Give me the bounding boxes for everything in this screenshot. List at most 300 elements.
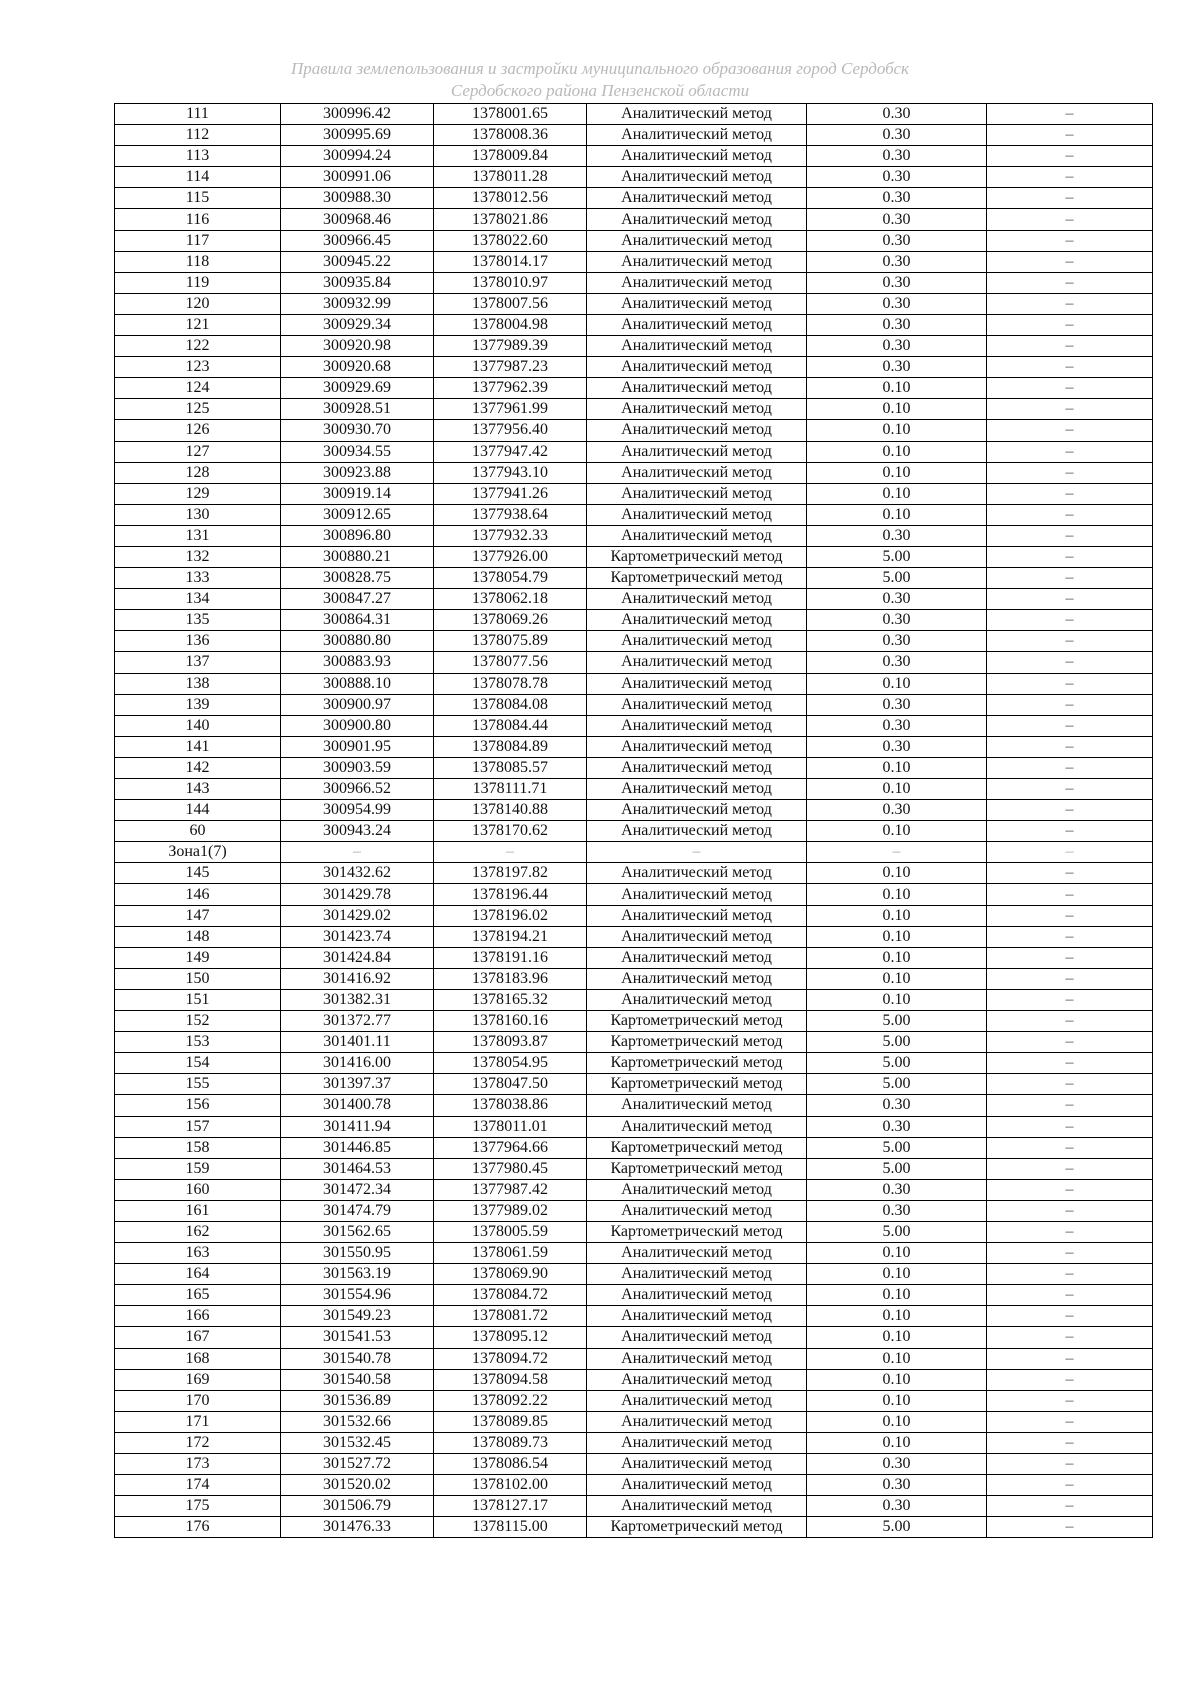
- point-number-cell: 117: [115, 230, 281, 251]
- accuracy-cell: 0.10: [807, 1243, 987, 1264]
- method-cell: Аналитический метод: [587, 863, 807, 884]
- y-coordinate-cell: 1378062.18: [434, 589, 587, 610]
- table-row: [115, 1032, 1153, 1053]
- table-row: [115, 736, 1153, 757]
- x-coordinate-cell: 300988.30: [281, 188, 434, 209]
- note-cell: –: [987, 420, 1153, 441]
- method-cell: Аналитический метод: [587, 1348, 807, 1369]
- table-row: [115, 884, 1153, 905]
- table-row: [115, 314, 1153, 335]
- table-row: [115, 293, 1153, 314]
- table-row: [115, 1348, 1153, 1369]
- note-cell: –: [987, 1432, 1153, 1453]
- accuracy-cell: 0.30: [807, 272, 987, 293]
- x-coordinate-cell: 301464.53: [281, 1158, 434, 1179]
- method-cell: Аналитический метод: [587, 736, 807, 757]
- point-number-cell: 160: [115, 1179, 281, 1200]
- table-row: [115, 1517, 1153, 1538]
- accuracy-cell: 0.30: [807, 125, 987, 146]
- point-number-cell: 111: [115, 104, 281, 125]
- table-row: [115, 610, 1153, 631]
- accuracy-cell: 0.10: [807, 420, 987, 441]
- method-cell: Аналитический метод: [587, 926, 807, 947]
- y-coordinate-cell: 1378094.58: [434, 1369, 587, 1390]
- point-number-cell: 133: [115, 568, 281, 589]
- method-cell: Картометрический метод: [587, 1011, 807, 1032]
- point-number-cell: 139: [115, 694, 281, 715]
- point-number-cell: 127: [115, 441, 281, 462]
- header-line-2: Сердобского района Пензенской области: [450, 81, 750, 100]
- y-coordinate-cell: 1378084.44: [434, 715, 587, 736]
- table-row: [115, 1496, 1153, 1517]
- note-cell: –: [987, 272, 1153, 293]
- table-row: [115, 631, 1153, 652]
- x-coordinate-cell: 301429.02: [281, 905, 434, 926]
- note-cell: –: [987, 1475, 1153, 1496]
- y-coordinate-cell: 1378092.22: [434, 1390, 587, 1411]
- note-cell: –: [987, 1264, 1153, 1285]
- y-coordinate-cell: 1377964.66: [434, 1137, 587, 1158]
- accuracy-cell: 0.10: [807, 483, 987, 504]
- point-number-cell: 144: [115, 800, 281, 821]
- accuracy-cell: 0.10: [807, 1369, 987, 1390]
- note-cell: –: [987, 610, 1153, 631]
- point-number-cell: 137: [115, 652, 281, 673]
- x-coordinate-cell: 300928.51: [281, 399, 434, 420]
- note-cell: –: [987, 336, 1153, 357]
- method-cell: Картометрический метод: [587, 546, 807, 567]
- x-coordinate-cell: 300900.97: [281, 694, 434, 715]
- method-cell: Аналитический метод: [587, 1264, 807, 1285]
- y-coordinate-cell: 1377980.45: [434, 1158, 587, 1179]
- method-cell: Аналитический метод: [587, 1454, 807, 1475]
- point-number-cell: 122: [115, 336, 281, 357]
- accuracy-cell: 5.00: [807, 1221, 987, 1242]
- accuracy-cell: 5.00: [807, 1137, 987, 1158]
- y-coordinate-cell: 1377989.02: [434, 1200, 587, 1221]
- x-coordinate-cell: 301532.45: [281, 1432, 434, 1453]
- x-coordinate-cell: 301536.89: [281, 1390, 434, 1411]
- method-cell: Аналитический метод: [587, 1285, 807, 1306]
- table-row: [115, 1306, 1153, 1327]
- x-coordinate-cell: 300930.70: [281, 420, 434, 441]
- x-coordinate-cell: 301429.78: [281, 884, 434, 905]
- method-cell: Картометрический метод: [587, 1032, 807, 1053]
- note-cell: –: [987, 1116, 1153, 1137]
- table-row: [115, 1264, 1153, 1285]
- note-cell: –: [987, 631, 1153, 652]
- accuracy-cell: 0.10: [807, 504, 987, 525]
- y-coordinate-cell: 1378089.85: [434, 1411, 587, 1432]
- method-cell: Аналитический метод: [587, 146, 807, 167]
- method-cell: Аналитический метод: [587, 314, 807, 335]
- y-coordinate-cell: 1378021.86: [434, 209, 587, 230]
- note-cell: –: [987, 399, 1153, 420]
- point-number-cell: 136: [115, 631, 281, 652]
- table-row: [115, 757, 1153, 778]
- note-cell: –: [987, 230, 1153, 251]
- x-coordinate-cell: 301527.72: [281, 1454, 434, 1475]
- x-coordinate-cell: 300896.80: [281, 525, 434, 546]
- zone-label: Зона1(7): [115, 842, 281, 863]
- point-number-cell: 174: [115, 1475, 281, 1496]
- point-number-cell: 120: [115, 293, 281, 314]
- accuracy-cell: 0.30: [807, 715, 987, 736]
- y-coordinate-cell: 1377987.42: [434, 1179, 587, 1200]
- accuracy-cell: 5.00: [807, 1074, 987, 1095]
- method-cell: –: [587, 842, 807, 863]
- accuracy-cell: 0.30: [807, 357, 987, 378]
- note-cell: –: [987, 1285, 1153, 1306]
- method-cell: Аналитический метод: [587, 378, 807, 399]
- accuracy-cell: 0.30: [807, 1454, 987, 1475]
- table-row: [115, 504, 1153, 525]
- point-number-cell: 132: [115, 546, 281, 567]
- x-coordinate-cell: 301520.02: [281, 1475, 434, 1496]
- x-coordinate-cell: 301416.92: [281, 968, 434, 989]
- y-coordinate-cell: 1377987.23: [434, 357, 587, 378]
- method-cell: Картометрический метод: [587, 1221, 807, 1242]
- note-cell: –: [987, 314, 1153, 335]
- y-coordinate-cell: 1378102.00: [434, 1475, 587, 1496]
- table-row: [115, 420, 1153, 441]
- x-coordinate-cell: 300883.93: [281, 652, 434, 673]
- table-row: [115, 863, 1153, 884]
- point-number-cell: 171: [115, 1411, 281, 1432]
- y-coordinate-cell: 1378007.56: [434, 293, 587, 314]
- y-coordinate-cell: 1378004.98: [434, 314, 587, 335]
- y-coordinate-cell: 1378093.87: [434, 1032, 587, 1053]
- x-coordinate-cell: 301411.94: [281, 1116, 434, 1137]
- y-coordinate-cell: 1378085.57: [434, 757, 587, 778]
- accuracy-cell: 0.10: [807, 1348, 987, 1369]
- accuracy-cell: 0.10: [807, 863, 987, 884]
- note-cell: –: [987, 483, 1153, 504]
- table-row: [115, 546, 1153, 567]
- y-coordinate-cell: 1378005.59: [434, 1221, 587, 1242]
- table-row: [115, 336, 1153, 357]
- point-number-cell: 155: [115, 1074, 281, 1095]
- coordinates-table-body: [115, 104, 1153, 1538]
- accuracy-cell: 5.00: [807, 1011, 987, 1032]
- y-coordinate-cell: 1378054.95: [434, 1053, 587, 1074]
- note-cell: –: [987, 188, 1153, 209]
- table-row: [115, 462, 1153, 483]
- method-cell: Аналитический метод: [587, 1095, 807, 1116]
- accuracy-cell: 0.10: [807, 905, 987, 926]
- table-row: [115, 378, 1153, 399]
- table-row: [115, 947, 1153, 968]
- table-row: [115, 652, 1153, 673]
- accuracy-cell: 0.30: [807, 800, 987, 821]
- x-coordinate-cell: 300966.52: [281, 779, 434, 800]
- table-row: [115, 357, 1153, 378]
- point-number-cell: 138: [115, 673, 281, 694]
- point-number-cell: 121: [115, 314, 281, 335]
- x-coordinate-cell: 301506.79: [281, 1496, 434, 1517]
- x-coordinate-cell: 301540.58: [281, 1369, 434, 1390]
- y-coordinate-cell: 1378094.72: [434, 1348, 587, 1369]
- note-cell: –: [987, 525, 1153, 546]
- y-coordinate-cell: 1378191.16: [434, 947, 587, 968]
- table-row: [115, 694, 1153, 715]
- point-number-cell: 167: [115, 1327, 281, 1348]
- note-cell: –: [987, 1200, 1153, 1221]
- point-number-cell: 168: [115, 1348, 281, 1369]
- table-row: [115, 1285, 1153, 1306]
- x-coordinate-cell: 300966.45: [281, 230, 434, 251]
- point-number-cell: 118: [115, 251, 281, 272]
- x-coordinate-cell: 301563.19: [281, 1264, 434, 1285]
- method-cell: Аналитический метод: [587, 104, 807, 125]
- point-number-cell: 123: [115, 357, 281, 378]
- point-number-cell: 143: [115, 779, 281, 800]
- table-row: [115, 926, 1153, 947]
- note-cell: –: [987, 1243, 1153, 1264]
- method-cell: Аналитический метод: [587, 336, 807, 357]
- note-cell: –: [987, 821, 1153, 842]
- point-number-cell: 60: [115, 821, 281, 842]
- point-number-cell: 116: [115, 209, 281, 230]
- method-cell: Аналитический метод: [587, 821, 807, 842]
- method-cell: Аналитический метод: [587, 694, 807, 715]
- table-row: [115, 1074, 1153, 1095]
- table-row: [115, 146, 1153, 167]
- note-cell: –: [987, 462, 1153, 483]
- method-cell: Аналитический метод: [587, 209, 807, 230]
- accuracy-cell: 0.30: [807, 736, 987, 757]
- point-number-cell: 172: [115, 1432, 281, 1453]
- method-cell: Аналитический метод: [587, 441, 807, 462]
- y-coordinate-cell: 1378011.28: [434, 167, 587, 188]
- method-cell: Аналитический метод: [587, 1432, 807, 1453]
- note-cell: –: [987, 1306, 1153, 1327]
- point-number-cell: 141: [115, 736, 281, 757]
- x-coordinate-cell: 300991.06: [281, 167, 434, 188]
- accuracy-cell: 0.30: [807, 589, 987, 610]
- method-cell: Аналитический метод: [587, 483, 807, 504]
- accuracy-cell: 0.10: [807, 1306, 987, 1327]
- note-cell: –: [987, 842, 1153, 863]
- method-cell: Аналитический метод: [587, 905, 807, 926]
- method-cell: Аналитический метод: [587, 525, 807, 546]
- x-coordinate-cell: 301474.79: [281, 1200, 434, 1221]
- y-coordinate-cell: 1378022.60: [434, 230, 587, 251]
- note-cell: –: [987, 1221, 1153, 1242]
- note-cell: –: [987, 1390, 1153, 1411]
- y-coordinate-cell: 1378054.79: [434, 568, 587, 589]
- coordinates-table: [114, 103, 1153, 1538]
- table-row: [115, 1221, 1153, 1242]
- point-number-cell: 129: [115, 483, 281, 504]
- method-cell: Аналитический метод: [587, 251, 807, 272]
- accuracy-cell: 0.30: [807, 694, 987, 715]
- x-coordinate-cell: 301554.96: [281, 1285, 434, 1306]
- note-cell: –: [987, 589, 1153, 610]
- method-cell: Аналитический метод: [587, 188, 807, 209]
- y-coordinate-cell: 1377962.39: [434, 378, 587, 399]
- point-number-cell: 164: [115, 1264, 281, 1285]
- point-number-cell: 135: [115, 610, 281, 631]
- table-row: [115, 1432, 1153, 1453]
- accuracy-cell: 0.10: [807, 968, 987, 989]
- accuracy-cell: 0.30: [807, 336, 987, 357]
- x-coordinate-cell: 300880.21: [281, 546, 434, 567]
- accuracy-cell: 0.30: [807, 1179, 987, 1200]
- table-row: [115, 821, 1153, 842]
- point-number-cell: 140: [115, 715, 281, 736]
- note-cell: –: [987, 441, 1153, 462]
- method-cell: Аналитический метод: [587, 715, 807, 736]
- point-number-cell: 146: [115, 884, 281, 905]
- table-row: [115, 441, 1153, 462]
- table-row: [115, 905, 1153, 926]
- method-cell: Аналитический метод: [587, 462, 807, 483]
- accuracy-cell: 0.10: [807, 399, 987, 420]
- y-coordinate-cell: 1378008.36: [434, 125, 587, 146]
- table-row: [115, 1116, 1153, 1137]
- y-coordinate-cell: 1378011.01: [434, 1116, 587, 1137]
- accuracy-cell: 0.30: [807, 146, 987, 167]
- point-number-cell: 163: [115, 1243, 281, 1264]
- accuracy-cell: 0.30: [807, 1496, 987, 1517]
- accuracy-cell: 5.00: [807, 1158, 987, 1179]
- point-number-cell: 151: [115, 989, 281, 1010]
- accuracy-cell: 0.30: [807, 631, 987, 652]
- table-row: [115, 1243, 1153, 1264]
- y-coordinate-cell: 1377941.26: [434, 483, 587, 504]
- y-coordinate-cell: 1378001.65: [434, 104, 587, 125]
- point-number-cell: 161: [115, 1200, 281, 1221]
- accuracy-cell: 0.30: [807, 251, 987, 272]
- method-cell: Аналитический метод: [587, 610, 807, 631]
- point-number-cell: 157: [115, 1116, 281, 1137]
- x-coordinate-cell: 301397.37: [281, 1074, 434, 1095]
- x-coordinate-cell: 300901.95: [281, 736, 434, 757]
- accuracy-cell: 0.30: [807, 293, 987, 314]
- note-cell: –: [987, 1411, 1153, 1432]
- y-coordinate-cell: 1378012.56: [434, 188, 587, 209]
- x-coordinate-cell: 301424.84: [281, 947, 434, 968]
- y-coordinate-cell: 1378095.12: [434, 1327, 587, 1348]
- accuracy-cell: 0.30: [807, 167, 987, 188]
- table-row: [115, 1179, 1153, 1200]
- method-cell: Аналитический метод: [587, 1200, 807, 1221]
- method-cell: Аналитический метод: [587, 1475, 807, 1496]
- zone-header-row: [115, 842, 1153, 863]
- x-coordinate-cell: 301423.74: [281, 926, 434, 947]
- note-cell: –: [987, 1348, 1153, 1369]
- x-coordinate-cell: 300929.34: [281, 314, 434, 335]
- note-cell: –: [987, 104, 1153, 125]
- y-coordinate-cell: 1378084.08: [434, 694, 587, 715]
- table-row: [115, 1137, 1153, 1158]
- x-coordinate-cell: 301432.62: [281, 863, 434, 884]
- point-number-cell: 173: [115, 1454, 281, 1475]
- y-coordinate-cell: 1378069.26: [434, 610, 587, 631]
- table-row: [115, 989, 1153, 1010]
- y-coordinate-cell: 1377947.42: [434, 441, 587, 462]
- x-coordinate-cell: 300920.98: [281, 336, 434, 357]
- x-coordinate-cell: 301472.34: [281, 1179, 434, 1200]
- y-coordinate-cell: 1378165.32: [434, 989, 587, 1010]
- method-cell: Аналитический метод: [587, 167, 807, 188]
- method-cell: Аналитический метод: [587, 399, 807, 420]
- note-cell: –: [987, 800, 1153, 821]
- accuracy-cell: 0.10: [807, 378, 987, 399]
- x-coordinate-cell: 300945.22: [281, 251, 434, 272]
- note-cell: –: [987, 1095, 1153, 1116]
- note-cell: –: [987, 1032, 1153, 1053]
- note-cell: –: [987, 251, 1153, 272]
- method-cell: Аналитический метод: [587, 884, 807, 905]
- method-cell: Аналитический метод: [587, 989, 807, 1010]
- note-cell: –: [987, 209, 1153, 230]
- accuracy-cell: 5.00: [807, 1517, 987, 1538]
- point-number-cell: 145: [115, 863, 281, 884]
- accuracy-cell: 0.30: [807, 1200, 987, 1221]
- note-cell: –: [987, 167, 1153, 188]
- method-cell: Аналитический метод: [587, 968, 807, 989]
- method-cell: Аналитический метод: [587, 652, 807, 673]
- table-row: [115, 1390, 1153, 1411]
- note-cell: –: [987, 947, 1153, 968]
- x-coordinate-cell: 301532.66: [281, 1411, 434, 1432]
- y-coordinate-cell: 1378014.17: [434, 251, 587, 272]
- method-cell: Аналитический метод: [587, 673, 807, 694]
- y-coordinate-cell: 1377961.99: [434, 399, 587, 420]
- note-cell: –: [987, 1137, 1153, 1158]
- y-coordinate-cell: 1378140.88: [434, 800, 587, 821]
- table-row: [115, 1053, 1153, 1074]
- note-cell: –: [987, 673, 1153, 694]
- accuracy-cell: 0.30: [807, 652, 987, 673]
- note-cell: –: [987, 546, 1153, 567]
- accuracy-cell: 0.30: [807, 104, 987, 125]
- point-number-cell: 158: [115, 1137, 281, 1158]
- note-cell: –: [987, 293, 1153, 314]
- point-number-cell: 162: [115, 1221, 281, 1242]
- method-cell: Аналитический метод: [587, 1116, 807, 1137]
- accuracy-cell: 0.30: [807, 1116, 987, 1137]
- accuracy-cell: 0.10: [807, 779, 987, 800]
- method-cell: Аналитический метод: [587, 357, 807, 378]
- x-coordinate-cell: 300994.24: [281, 146, 434, 167]
- accuracy-cell: 0.10: [807, 1285, 987, 1306]
- note-cell: –: [987, 715, 1153, 736]
- accuracy-cell: 0.10: [807, 462, 987, 483]
- x-coordinate-cell: 300864.31: [281, 610, 434, 631]
- y-coordinate-cell: 1378010.97: [434, 272, 587, 293]
- accuracy-cell: 5.00: [807, 546, 987, 567]
- accuracy-cell: 0.10: [807, 884, 987, 905]
- x-coordinate-cell: 301416.00: [281, 1053, 434, 1074]
- note-cell: –: [987, 863, 1153, 884]
- accuracy-cell: 0.10: [807, 1411, 987, 1432]
- x-coordinate-cell: 300888.10: [281, 673, 434, 694]
- x-coordinate-cell: 300912.65: [281, 504, 434, 525]
- method-cell: Аналитический метод: [587, 293, 807, 314]
- table-row: [115, 188, 1153, 209]
- method-cell: Аналитический метод: [587, 1243, 807, 1264]
- point-number-cell: 175: [115, 1496, 281, 1517]
- method-cell: Аналитический метод: [587, 1327, 807, 1348]
- accuracy-cell: 0.10: [807, 926, 987, 947]
- x-coordinate-cell: 300954.99: [281, 800, 434, 821]
- x-coordinate-cell: –: [281, 842, 434, 863]
- x-coordinate-cell: 301549.23: [281, 1306, 434, 1327]
- accuracy-cell: –: [807, 842, 987, 863]
